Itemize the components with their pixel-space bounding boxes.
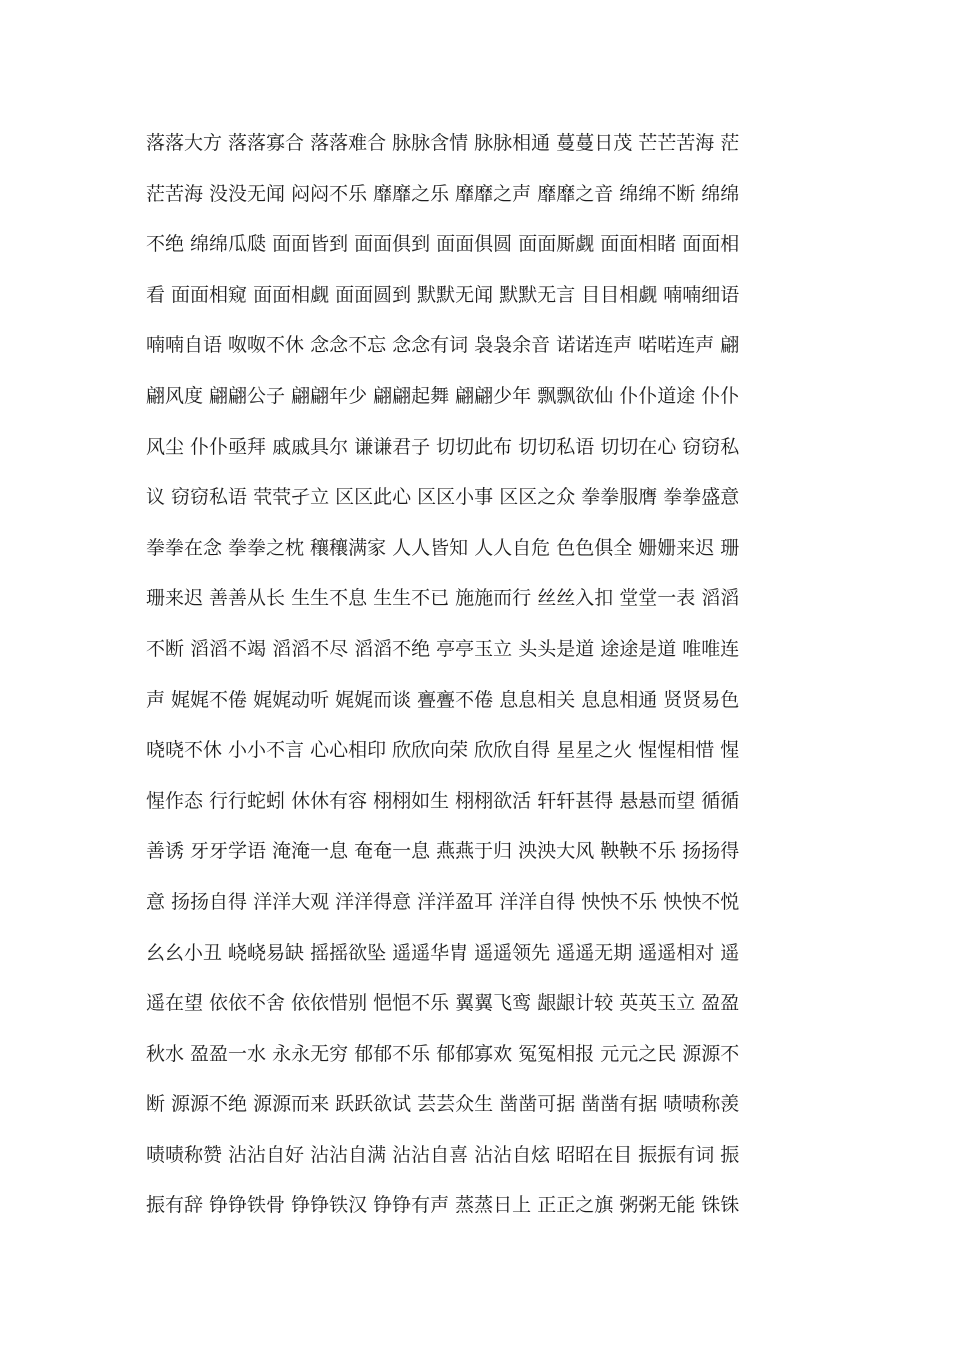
text-line: 幺幺小丑 峣峣易缺 摇摇欲坠 遥遥华胄 遥遥领先 遥遥无期 遥遥相对 遥 bbox=[146, 941, 740, 964]
text-line: 喃喃自语 呶呶不休 念念不忘 念念有词 袅袅余音 诺诺连声 喏喏连声 翩 bbox=[146, 334, 740, 357]
text-line: 风尘 仆仆亟拜 戚戚具尔 谦谦君子 切切此布 切切私语 切切在心 窃窃私 bbox=[146, 435, 740, 458]
text-line: 翩风度 翩翩公子 翩翩年少 翩翩起舞 翩翩少年 飘飘欲仙 仆仆道途 仆仆 bbox=[146, 384, 740, 407]
text-line: 断 源源不绝 源源而来 跃跃欲试 芸芸众生 凿凿可据 凿凿有据 啧啧称羡 bbox=[146, 1093, 740, 1116]
text-line: 不断 滔滔不竭 滔滔不尽 滔滔不绝 亭亭玉立 头头是道 途途是道 唯唯连 bbox=[146, 637, 740, 660]
text-line: 惺作态 行行蛇蚓 休休有容 栩栩如生 栩栩欲活 轩轩甚得 悬悬而望 循循 bbox=[146, 789, 740, 812]
text-line: 善诱 牙牙学语 淹淹一息 奄奄一息 燕燕于归 泱泱大风 鞅鞅不乐 扬扬得 bbox=[146, 840, 740, 863]
text-line: 声 娓娓不倦 娓娓动听 娓娓而谈 亹亹不倦 息息相关 息息相通 贤贤易色 bbox=[146, 688, 740, 711]
text-line: 哓哓不休 小小不言 心心相印 欣欣向荣 欣欣自得 星星之火 惺惺相惜 惺 bbox=[146, 739, 740, 762]
text-line: 看 面面相窥 面面相觑 面面圆到 默默无闻 默默无言 目目相觑 喃喃细语 bbox=[146, 283, 740, 306]
text-line: 落落大方 落落寡合 落落难合 脉脉含情 脉脉相通 蔓蔓日茂 芒芒苦海 茫 bbox=[146, 132, 740, 154]
text-line: 遥在望 依依不舍 依依惜别 悒悒不乐 翼翼飞鸾 龈龈计较 英英玉立 盈盈 bbox=[146, 992, 740, 1015]
idiom-text-block bbox=[146, 118, 836, 1231]
text-line: 拳拳在念 拳拳之枕 穰穰满家 人人皆知 人人自危 色色俱全 姗姗来迟 珊 bbox=[146, 536, 740, 559]
text-line: 意 扬扬自得 洋洋大观 洋洋得意 洋洋盈耳 洋洋自得 怏怏不乐 怏怏不悦 bbox=[146, 890, 740, 913]
text-line: 秋水 盈盈一水 永永无穷 郁郁不乐 郁郁寡欢 冤冤相报 元元之民 源源不 bbox=[146, 1042, 740, 1065]
text-line: 振有辞 铮铮铁骨 铮铮铁汉 铮铮有声 蒸蒸日上 正正之旗 粥粥无能 铢铢 bbox=[146, 1194, 740, 1217]
text-line: 啧啧称赞 沾沾自好 沾沾自满 沾沾自喜 沾沾自炫 昭昭在目 振振有词 振 bbox=[146, 1143, 740, 1166]
text-line: 议 窃窃私语 茕茕孑立 区区此心 区区小事 区区之众 拳拳服膺 拳拳盛意 bbox=[146, 486, 740, 509]
text-line: 茫苦海 没没无闻 闷闷不乐 靡靡之乐 靡靡之声 靡靡之音 绵绵不断 绵绵 bbox=[146, 182, 740, 205]
text-line: 珊来迟 善善从长 生生不息 生生不已 施施而行 丝丝入扣 堂堂一表 滔滔 bbox=[146, 587, 740, 610]
text-line: 不绝 绵绵瓜瓞 面面皆到 面面俱到 面面俱圆 面面厮觑 面面相睹 面面相 bbox=[146, 233, 740, 256]
